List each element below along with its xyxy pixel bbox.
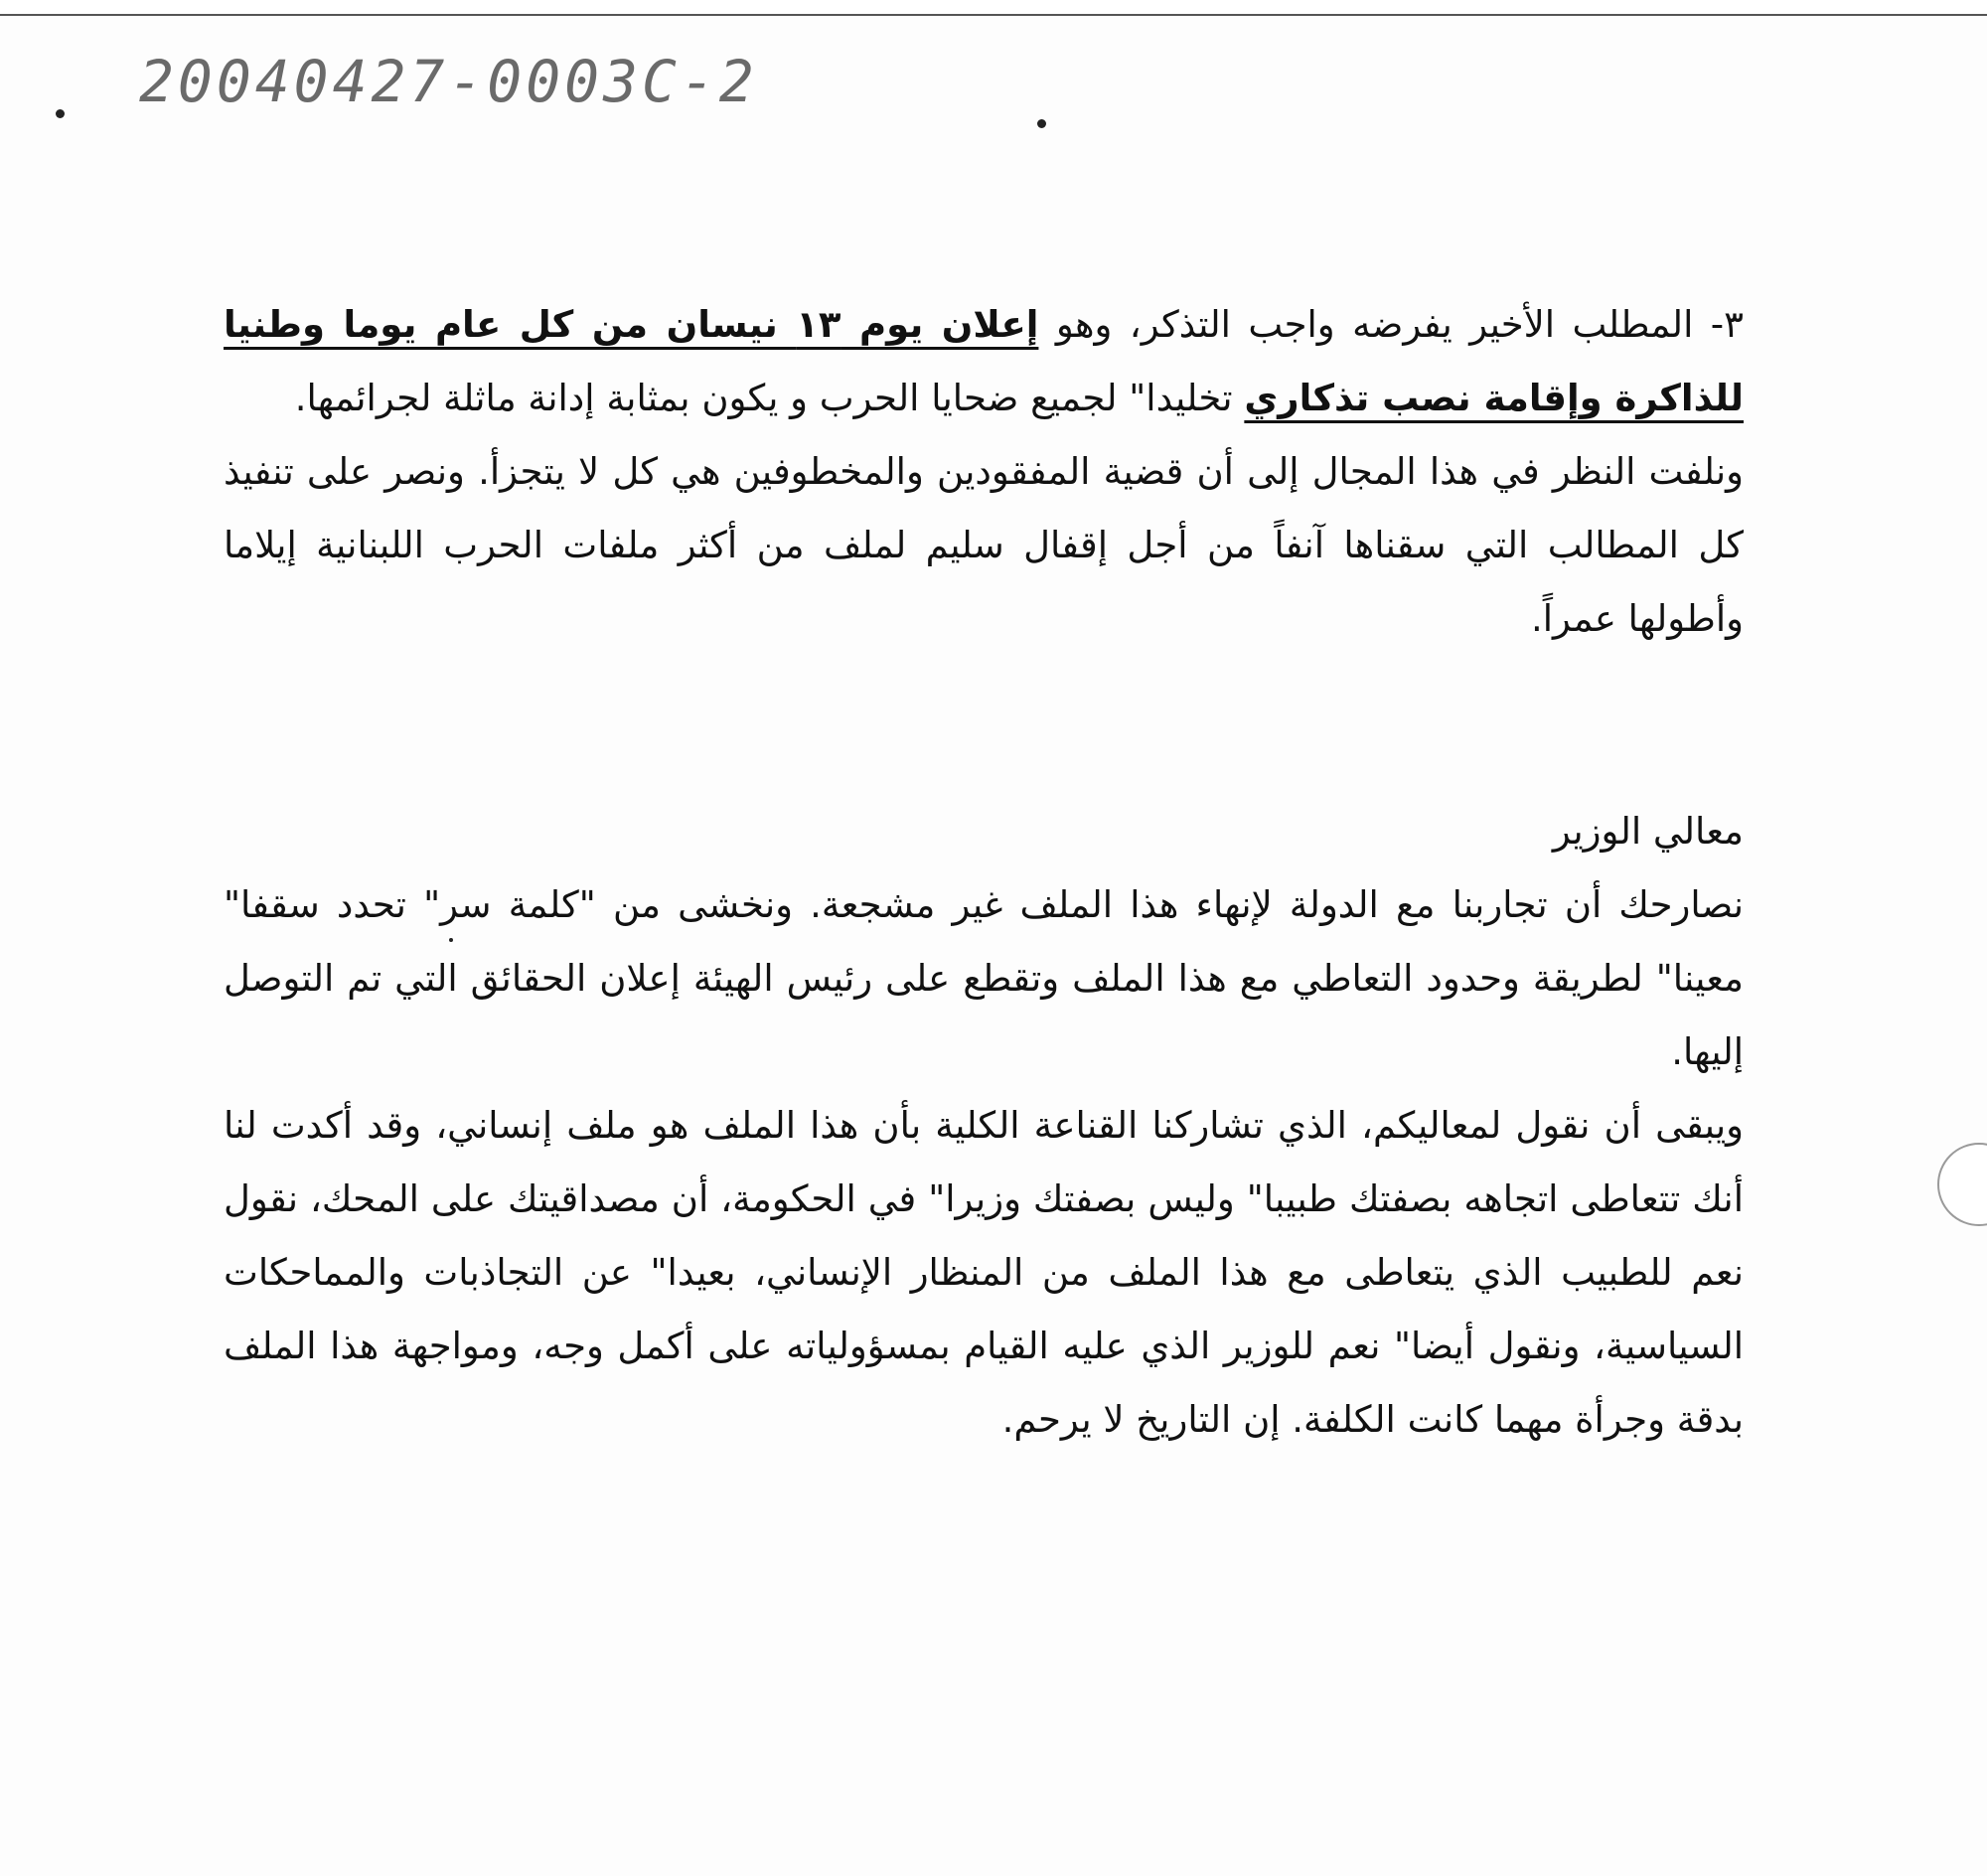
- salutation: معالي الوزير: [1552, 810, 1744, 853]
- paragraph-state-experience: نصارحك أن تجاربنا مع الدولة لإنهاء هذا الملف غير مشجعة. ونخشى من "كلمة سر" تحدد سقفا" معينا" لطريقة وحدود التعاطي مع هذا الملف وتقطع على رئيس الهيئة إعلان الحقائق التي تم التوصل إليها.: [224, 883, 1744, 1073]
- top-edge-rule: [0, 0, 1987, 16]
- stray-mark: [1037, 119, 1046, 128]
- paragraph-demand-3-emphasis: إعلان يوم ١٣ نيسان من كل عام يوما وطنيا للذاكرة وإقامة نصب تذكاري: [224, 303, 1744, 419]
- paragraph-demand-3-prefix: ٣- المطلب الأخير يفرضه واجب التذكر، وهو: [1038, 303, 1745, 346]
- stray-mark: [56, 109, 65, 118]
- punch-hole: [1937, 1143, 1987, 1226]
- paragraph-demand-3: [224, 288, 1744, 435]
- paragraph-credibility: ويبقى أن نقول لمعاليكم، الذي تشاركنا القناعة الكلية بأن هذا الملف هو ملف إنساني، وقد أكدت لنا أنك تتعاطى اتجاهه بصفتك طبيبا" وليس بصفتك وزيرا" في الحكومة، أن مصداقيتك على المحك، نقول نعم للطبيب الذي يتعاطى مع هذا الملف من المنظار الإنساني، بعيدا" عن التجاذبات والمماحكات السياسية، ونقول أيضا" نعم للوزير الذي عليه القيام بمسؤولياته على أكمل وجه، ومواجهة هذا الملف بدقة وجرأة مهما كانت الكلفة. إن التاريخ لا يرحم.: [224, 1104, 1744, 1441]
- paragraph-spacer: [224, 656, 1744, 795]
- paragraph-missing-persons: ونلفت النظر في هذا المجال إلى أن قضية المفقودين والمخطوفين هي كل لا يتجزأ. ونصر على تنفيذ كل المطالب التي سقناها آنفاً من أجل إقفال سليم لملف من أكثر ملفات الحرب اللبنانية إيلاما وأطولها عمراً.: [224, 450, 1744, 640]
- paragraph-demand-3-suffix: تخليدا" لجميع ضحايا الحرب و يكون بمثابة إدانة ماثلة لجرائمها.: [294, 377, 1245, 419]
- letter-body: [224, 288, 1744, 1457]
- handwritten-reference-number: 20040427-0003C-2: [139, 48, 758, 115]
